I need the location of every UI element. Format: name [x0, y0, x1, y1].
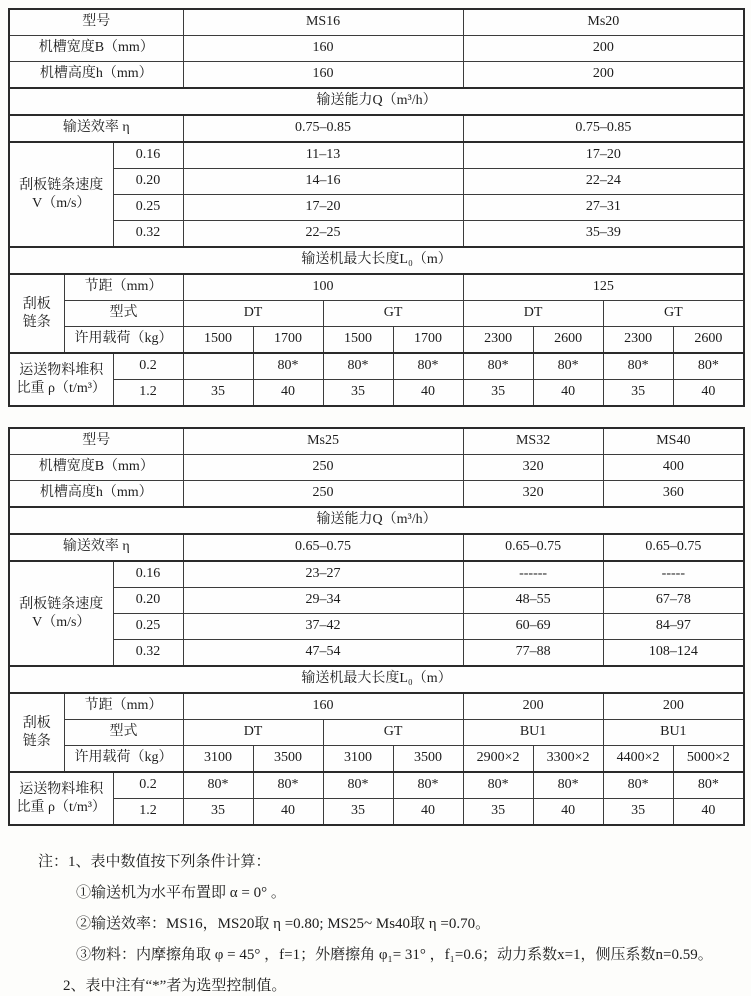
chain-label-line2: 链条 [22, 314, 51, 330]
table-row-speed [9, 614, 744, 640]
cell-value: 77–88 [463, 640, 603, 667]
cell-value: 3500 [393, 746, 463, 773]
cell-model-value: MS16 [183, 9, 463, 36]
cell-value: 27–31 [463, 195, 744, 221]
cell-value: 0.75–0.85 [183, 115, 463, 142]
table-row-trough-height [9, 481, 744, 508]
cell-value: 40 [253, 799, 323, 826]
cell-value: 40 [533, 799, 603, 826]
cell-value: 80* [323, 772, 393, 799]
table-row-speed [9, 221, 744, 248]
cell-value: 1700 [253, 327, 323, 354]
table-row-pitch [9, 693, 744, 720]
cell-type-label: 型式 [64, 301, 183, 327]
cell-value: 80* [673, 772, 744, 799]
cell-value: 200 [463, 36, 744, 62]
cell-model-value: MS32 [463, 428, 603, 455]
cell-value: 125 [463, 274, 744, 301]
cell-load-label: 许用载荷（kg） [64, 746, 183, 773]
spec-table-ms16-ms20 [8, 8, 745, 407]
cell-value: 14–16 [183, 169, 463, 195]
cell-value: 3100 [323, 746, 393, 773]
table-row-speed [9, 640, 744, 667]
cell-value: 200 [603, 693, 744, 720]
cell-speed-step: 0.20 [113, 588, 183, 614]
cell-value: 35 [323, 799, 393, 826]
cell-value: ------ [463, 561, 603, 588]
cell-speed-label [9, 561, 113, 666]
chain-label-line1: 刮板 [22, 297, 51, 312]
table-row-capacity-header [9, 507, 744, 534]
cell-value: ----- [603, 561, 744, 588]
cell-value: 80* [183, 772, 253, 799]
cell-value: 80* [603, 772, 673, 799]
cell-value: 80* [463, 772, 533, 799]
speed-label-line1: 刮板链条速度 [19, 597, 104, 612]
cell-value: 2300 [463, 327, 533, 354]
cell-value: BU1 [603, 720, 744, 746]
density-label-line2: 比重 ρ（t/m³） [16, 799, 106, 815]
table-row-efficiency [9, 534, 744, 561]
cell-model-label: 型号 [9, 428, 183, 455]
cell-value: 67–78 [603, 588, 744, 614]
cell-capacity-header: 输送能力Q（m³/h） [9, 88, 744, 115]
table-row-efficiency [9, 115, 744, 142]
cell-value: 40 [533, 380, 603, 407]
cell-value: 48–55 [463, 588, 603, 614]
cell-value: 3500 [253, 746, 323, 773]
cell-value: 0.65–0.75 [463, 534, 603, 561]
cell-pitch-label: 节距（mm） [64, 274, 183, 301]
cell-value: 0.75–0.85 [463, 115, 744, 142]
cell-value: 40 [673, 380, 744, 407]
cell-value: BU1 [463, 720, 603, 746]
table-row-density [9, 799, 744, 826]
cell-maxlen-header: 输送机最大长度L₀（m） [9, 666, 744, 693]
note-line-4: ③物料：内摩擦角取 φ = 45° ，f=1；外磨擦角 φ₁= 31° ，f₁=0.6；动力系数x=1，侧压系数n=0.59。 [76, 947, 713, 963]
cell-value: 80* [463, 353, 533, 380]
table-row-density [9, 353, 744, 380]
footnotes [8, 826, 751, 996]
cell-capacity-header: 输送能力Q（m³/h） [9, 507, 744, 534]
table-row-speed [9, 561, 744, 588]
cell-value: 0.65–0.75 [183, 534, 463, 561]
cell-value: 250 [183, 455, 463, 481]
table-row-density [9, 380, 744, 407]
density-label-line1: 运送物料堆积 [19, 782, 104, 797]
cell-value: 17–20 [183, 195, 463, 221]
cell-speed-step: 0.32 [113, 221, 183, 248]
cell-speed-step: 0.32 [113, 640, 183, 667]
cell-pitch-label: 节距（mm） [64, 693, 183, 720]
cell-value: 108–124 [603, 640, 744, 667]
cell-value: 22–24 [463, 169, 744, 195]
cell-value: GT [603, 301, 744, 327]
note-line-5: 2、表中注有“*”者为选型控制值。 [63, 978, 287, 994]
table-row-speed [9, 169, 744, 195]
cell-value: 35 [463, 380, 533, 407]
cell-speed-step: 0.16 [113, 561, 183, 588]
table-row-chain-type [9, 720, 744, 746]
cell-value: 4400×2 [603, 746, 673, 773]
cell-density-step: 0.2 [113, 772, 183, 799]
density-label-line2: 比重 ρ（t/m³） [16, 380, 106, 396]
cell-value: 84–97 [603, 614, 744, 640]
cell-value: 80* [393, 772, 463, 799]
table-row-speed [9, 142, 744, 169]
spec-table-ms25-ms40 [8, 427, 745, 826]
cell-value: 2600 [673, 327, 744, 354]
cell-value: 3300×2 [533, 746, 603, 773]
speed-label-line2: V（m/s） [32, 195, 91, 211]
cell-value: 35 [603, 380, 673, 407]
cell-value: 320 [463, 455, 603, 481]
table-row-trough-height [9, 62, 744, 89]
cell-value: 80* [253, 353, 323, 380]
cell-density-label [9, 353, 113, 406]
cell-value: GT [323, 720, 463, 746]
cell-density-step: 1.2 [113, 799, 183, 826]
table-row-capacity-header [9, 88, 744, 115]
cell-model-value: Ms25 [183, 428, 463, 455]
cell-value: DT [183, 301, 323, 327]
cell-efficiency-label: 输送效率 η [9, 115, 183, 142]
cell-value: 80* [393, 353, 463, 380]
cell-speed-label [9, 142, 113, 247]
cell-width-label: 机槽宽度B（mm） [9, 36, 183, 62]
cell-value: 35 [603, 799, 673, 826]
cell-model-label: 型号 [9, 9, 183, 36]
note-line-1: 注：1、表中数值按下列条件计算： [38, 854, 271, 870]
note-line-3: ②输送效率：MS16，MS20取 η =0.80; MS25~ Ms40取 η =0.70。 [76, 916, 491, 932]
cell-value: 160 [183, 693, 463, 720]
cell-value: 22–25 [183, 221, 463, 248]
cell-speed-step: 0.25 [113, 195, 183, 221]
cell-density-step: 1.2 [113, 380, 183, 407]
cell-load-label: 许用载荷（kg） [64, 327, 183, 354]
cell-speed-step: 0.16 [113, 142, 183, 169]
cell-width-label: 机槽宽度B（mm） [9, 455, 183, 481]
cell-value: GT [323, 301, 463, 327]
cell-value: 80* [603, 353, 673, 380]
cell-value: 80* [533, 772, 603, 799]
cell-maxlen-header: 输送机最大长度L₀（m） [9, 247, 744, 274]
cell-value: 40 [253, 380, 323, 407]
cell-value: 160 [183, 62, 463, 89]
table-row-chain-type [9, 301, 744, 327]
cell-value: 360 [603, 481, 744, 508]
cell-model-value: MS40 [603, 428, 744, 455]
cell-value: 80* [253, 772, 323, 799]
cell-height-label: 机槽高度h（mm） [9, 62, 183, 89]
cell-value: 5000×2 [673, 746, 744, 773]
table-row-speed [9, 588, 744, 614]
cell-value: 47–54 [183, 640, 463, 667]
cell-density-step: 0.2 [113, 353, 183, 380]
cell-value: 3100 [183, 746, 253, 773]
cell-value: 35 [463, 799, 533, 826]
cell-speed-step: 0.25 [113, 614, 183, 640]
cell-height-label: 机槽高度h（mm） [9, 481, 183, 508]
cell-value: 40 [673, 799, 744, 826]
cell-value: 60–69 [463, 614, 603, 640]
cell-value: DT [463, 301, 603, 327]
cell-value: 2300 [603, 327, 673, 354]
cell-speed-step: 0.20 [113, 169, 183, 195]
density-label-line1: 运送物料堆积 [19, 363, 104, 378]
cell-efficiency-label: 输送效率 η [9, 534, 183, 561]
cell-value: 1700 [393, 327, 463, 354]
cell-value: 2600 [533, 327, 603, 354]
speed-label-line1: 刮板链条速度 [19, 178, 104, 193]
table-row-chain-load [9, 746, 744, 773]
cell-value: 35 [183, 380, 253, 407]
table-row-density [9, 772, 744, 799]
cell-value: 11–13 [183, 142, 463, 169]
cell-value: 200 [463, 693, 603, 720]
cell-value: DT [183, 720, 323, 746]
chain-label-line2: 链条 [22, 733, 51, 749]
table-row-maxlen-header [9, 666, 744, 693]
speed-label-line2: V（m/s） [32, 614, 91, 630]
cell-type-label: 型式 [64, 720, 183, 746]
cell-value: 320 [463, 481, 603, 508]
table-row-trough-width [9, 455, 744, 481]
cell-value: 400 [603, 455, 744, 481]
cell-chain-label [9, 693, 64, 772]
cell-model-value: Ms20 [463, 9, 744, 36]
cell-value: 35 [183, 799, 253, 826]
chain-label-line1: 刮板 [22, 716, 51, 731]
table-row-chain-load [9, 327, 744, 354]
cell-value: 29–34 [183, 588, 463, 614]
cell-value: 17–20 [463, 142, 744, 169]
cell-value: 35–39 [463, 221, 744, 248]
cell-value: 0.65–0.75 [603, 534, 744, 561]
cell-value: 23–27 [183, 561, 463, 588]
cell-value: 160 [183, 36, 463, 62]
cell-value: 40 [393, 799, 463, 826]
cell-value: 1500 [183, 327, 253, 354]
note-line-2: ①输送机为水平布置即 α = 0° 。 [76, 885, 286, 901]
cell-value: 37–42 [183, 614, 463, 640]
cell-value: 80* [323, 353, 393, 380]
cell-chain-label [9, 274, 64, 353]
cell-density-label [9, 772, 113, 825]
cell-value: 2900×2 [463, 746, 533, 773]
cell-value: 100 [183, 274, 463, 301]
table-row-trough-width [9, 36, 744, 62]
cell-value: 35 [323, 380, 393, 407]
table-row-model [9, 428, 744, 455]
table-row-maxlen-header [9, 247, 744, 274]
cell-value: 1500 [323, 327, 393, 354]
table-row-model [9, 9, 744, 36]
cell-value [183, 353, 253, 380]
cell-value: 250 [183, 481, 463, 508]
table-row-pitch [9, 274, 744, 301]
cell-value: 80* [533, 353, 603, 380]
cell-value: 40 [393, 380, 463, 407]
cell-value: 80* [673, 353, 744, 380]
table-row-speed [9, 195, 744, 221]
cell-value: 200 [463, 62, 744, 89]
